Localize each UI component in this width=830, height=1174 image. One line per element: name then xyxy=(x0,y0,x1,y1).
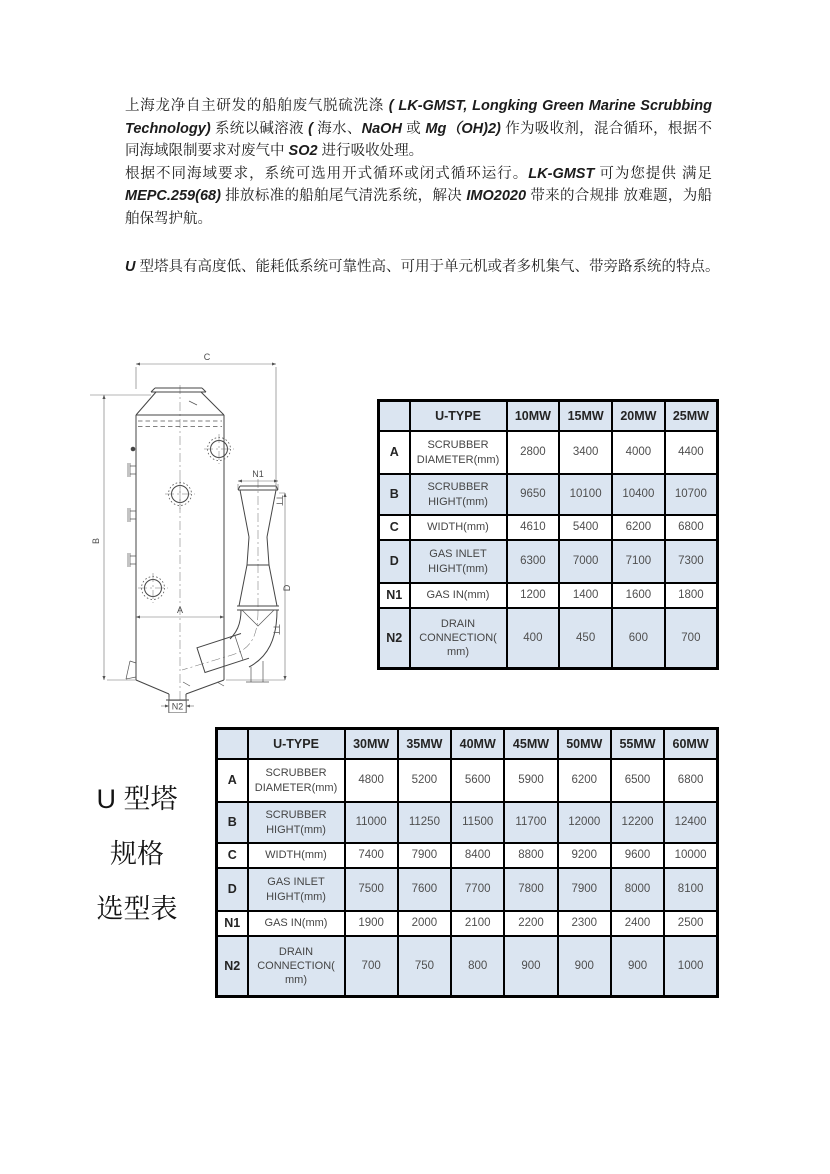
row-label-cell: WIDTH(mm) xyxy=(248,843,345,868)
row-label-cell: DRAIN CONNECTION( mm) xyxy=(248,936,345,997)
row-label-cell: GAS IN(mm) xyxy=(410,583,507,608)
spec-value-cell: 5200 xyxy=(398,759,451,802)
spec-value-cell: 4400 xyxy=(665,431,718,474)
dimension-label-B: B xyxy=(91,537,101,545)
spec-value-cell: 12000 xyxy=(558,802,611,843)
spec-value-cell: 4000 xyxy=(612,431,665,474)
intro-text-block xyxy=(125,95,712,230)
row-key-cell: D xyxy=(379,540,410,583)
spec-value-cell: 1600 xyxy=(612,583,665,608)
power-column-header: 10MW xyxy=(507,401,560,432)
spec-value-cell: 750 xyxy=(398,936,451,997)
spec-value-cell: 7600 xyxy=(398,868,451,911)
spec-value-cell: 2200 xyxy=(504,911,557,936)
spec-value-cell: 1900 xyxy=(345,911,398,936)
spec-table-row xyxy=(379,608,718,669)
row-key-cell: D xyxy=(217,868,248,911)
dimension-A xyxy=(136,605,224,617)
power-column-header: 20MW xyxy=(612,401,665,432)
spec-value-cell: 7700 xyxy=(451,868,504,911)
spec-value-cell: 900 xyxy=(504,936,557,997)
spec-value-cell: 5600 xyxy=(451,759,504,802)
power-column-header: 15MW xyxy=(559,401,612,432)
spec-value-cell: 6200 xyxy=(558,759,611,802)
corner-header-cell xyxy=(379,401,410,432)
row-label-cell: WIDTH(mm) xyxy=(410,515,507,540)
spec-value-cell: 1400 xyxy=(559,583,612,608)
spec-value-cell: 11000 xyxy=(345,802,398,843)
spec-table-row xyxy=(217,802,718,843)
row-key-cell: N2 xyxy=(379,608,410,669)
row-label-cell: SCRUBBER DIAMETER(mm) xyxy=(410,431,507,474)
spec-table-row xyxy=(379,515,718,540)
row-label-cell: GAS INLET HIGHT(mm) xyxy=(410,540,507,583)
side-caption-line: U 型塔 xyxy=(96,784,178,814)
spec-value-cell: 700 xyxy=(345,936,398,997)
spec-table-row xyxy=(217,936,718,997)
spec-table-row xyxy=(379,583,718,608)
latin-text-segment: IMO2020 xyxy=(466,188,531,204)
chinese-text-segment: 型塔具有高度低、能耗低系统可靠性高、可用于单元机或者多机集气、带旁路系统的特点。 xyxy=(139,259,720,275)
u-type-header-cell: U-TYPE xyxy=(248,729,345,760)
spec-value-cell: 400 xyxy=(507,608,560,669)
side-caption-line: 选型表 xyxy=(96,894,178,924)
scrubber-technical-drawing xyxy=(85,345,380,717)
spec-value-cell: 4800 xyxy=(345,759,398,802)
spec-value-cell: 5900 xyxy=(504,759,557,802)
chinese-text-segment: 可为您提供 满足 xyxy=(599,165,712,182)
intro-paragraph-1 xyxy=(125,95,712,163)
dimension-D xyxy=(226,493,292,680)
row-key-cell: N2 xyxy=(217,936,248,997)
spec-value-cell: 9600 xyxy=(611,843,664,868)
row-label-cell: SCRUBBER DIAMETER(mm) xyxy=(248,759,345,802)
power-column-header: 25MW xyxy=(665,401,718,432)
spec-table-row xyxy=(379,431,718,474)
spec-value-cell: 1200 xyxy=(507,583,560,608)
spec-value-cell: 7900 xyxy=(398,843,451,868)
spec-value-cell: 6800 xyxy=(664,759,717,802)
chinese-text-segment: 或 xyxy=(406,120,426,137)
spec-value-cell: 7500 xyxy=(345,868,398,911)
spec-value-cell: 10400 xyxy=(612,474,665,515)
spec-value-cell: 800 xyxy=(451,936,504,997)
spec-value-cell: 2100 xyxy=(451,911,504,936)
latin-text-segment: ( xyxy=(308,120,318,137)
dimension-label-N2: N2 xyxy=(171,701,184,712)
power-column-header: 60MW xyxy=(664,729,717,760)
spec-value-cell: 6500 xyxy=(611,759,664,802)
dimension-B xyxy=(90,395,151,680)
spec-value-cell: 7100 xyxy=(612,540,665,583)
latin-text-segment: MEPC.259(68) xyxy=(125,188,226,204)
u-type-spec-table-10-25mw xyxy=(377,399,719,670)
row-key-cell: C xyxy=(217,843,248,868)
dimension-label-N1: N1 xyxy=(252,469,264,479)
scrubber-drawing-svg xyxy=(85,345,380,717)
spec-value-cell: 10000 xyxy=(664,843,717,868)
spec-table-row xyxy=(217,759,718,802)
u-type-spec-table-30-60mw xyxy=(215,727,719,998)
spec-value-cell: 7300 xyxy=(665,540,718,583)
spec-table-row xyxy=(379,540,718,583)
spec-value-cell: 12400 xyxy=(664,802,717,843)
row-label-cell: SCRUBBER HIGHT(mm) xyxy=(410,474,507,515)
chinese-text-segment: 系统以碱溶液 xyxy=(214,120,309,137)
spec-table-row xyxy=(217,843,718,868)
spec-value-cell: 8100 xyxy=(664,868,717,911)
latin-text-segment: U xyxy=(125,259,140,275)
spec-value-cell: 900 xyxy=(558,936,611,997)
row-label-cell: SCRUBBER HIGHT(mm) xyxy=(248,802,345,843)
row-key-cell: C xyxy=(379,515,410,540)
chinese-text-segment: 带来的合规排 放难题，为船舶保驾护航。 xyxy=(125,188,713,227)
spec-value-cell: 6300 xyxy=(507,540,560,583)
spec-value-cell: 2000 xyxy=(398,911,451,936)
latin-text-segment: Mg（OH)2) xyxy=(425,120,506,137)
spec-value-cell: 6200 xyxy=(612,515,665,540)
power-column-header: 40MW xyxy=(451,729,504,760)
spec-value-cell: 2400 xyxy=(611,911,664,936)
spec-value-cell: 450 xyxy=(559,608,612,669)
latin-text-segment: LK-GMST xyxy=(528,165,600,182)
row-label-cell: GAS IN(mm) xyxy=(248,911,345,936)
spec-table-row xyxy=(379,474,718,515)
spec-value-cell: 6800 xyxy=(665,515,718,540)
table-side-caption xyxy=(74,772,200,937)
power-column-header: 45MW xyxy=(504,729,557,760)
chinese-text-segment: 进行吸收处理。 xyxy=(321,143,424,159)
spec-value-cell: 7800 xyxy=(504,868,557,911)
spec-value-cell: 2800 xyxy=(507,431,560,474)
gas-inlet-venturi xyxy=(197,486,283,682)
spec-value-cell: 11250 xyxy=(398,802,451,843)
spec-value-cell: 11700 xyxy=(504,802,557,843)
chinese-text-segment: 海水、 xyxy=(317,120,362,137)
spec-value-cell: 3400 xyxy=(559,431,612,474)
spec-value-cell: 7900 xyxy=(558,868,611,911)
spec-value-cell: 8000 xyxy=(611,868,664,911)
power-column-header: 30MW xyxy=(345,729,398,760)
chinese-text-segment: 排放标准的船舶尾气清洗系统，解决 xyxy=(225,188,467,204)
dimension-label-D: D xyxy=(282,584,292,592)
chinese-text-segment: 上海龙净自主研发的船舶废气脱硫洗涤 xyxy=(125,98,389,114)
spec-value-cell: 9650 xyxy=(507,474,560,515)
spec-value-cell: 2300 xyxy=(558,911,611,936)
spec-value-cell: 5400 xyxy=(559,515,612,540)
latin-text-segment: ( LK-GMST, Longking Green Marine Scrubbing Technology) xyxy=(125,98,712,137)
spec-value-cell: 8400 xyxy=(451,843,504,868)
spec-value-cell: 2500 xyxy=(664,911,717,936)
spec-table-row xyxy=(217,911,718,936)
spec-value-cell: 900 xyxy=(611,936,664,997)
intro-paragraph-2 xyxy=(125,163,712,231)
chinese-text-segment: 作为吸收剂，混合循环，根据不同海域限制要求对废气中 xyxy=(125,120,713,159)
latin-text-segment: SO2 xyxy=(288,143,322,159)
row-label-cell: GAS INLET HIGHT(mm) xyxy=(248,868,345,911)
u-tower-feature-paragraph xyxy=(125,256,725,279)
side-caption-line: 规格 xyxy=(110,839,164,869)
manhole-ports xyxy=(138,434,234,603)
row-key-cell: A xyxy=(217,759,248,802)
spec-value-cell: 4610 xyxy=(507,515,560,540)
side-nozzles xyxy=(128,447,136,567)
latin-text-segment: NaOH xyxy=(361,120,407,137)
spec-table-row xyxy=(217,868,718,911)
row-key-cell: N1 xyxy=(217,911,248,936)
corner-header-cell xyxy=(217,729,248,760)
dimension-label-C: C xyxy=(203,352,211,362)
spec-value-cell: 11500 xyxy=(451,802,504,843)
spec-value-cell: 1000 xyxy=(664,936,717,997)
row-key-cell: B xyxy=(217,802,248,843)
row-key-cell: B xyxy=(379,474,410,515)
spec-value-cell: 12200 xyxy=(611,802,664,843)
spec-value-cell: 7400 xyxy=(345,843,398,868)
power-column-header: 50MW xyxy=(558,729,611,760)
row-key-cell: N1 xyxy=(379,583,410,608)
spec-value-cell: 10100 xyxy=(559,474,612,515)
u-type-header-cell: U-TYPE xyxy=(410,401,507,432)
spec-value-cell: 10700 xyxy=(665,474,718,515)
spec-value-cell: 1800 xyxy=(665,583,718,608)
spec-value-cell: 8800 xyxy=(504,843,557,868)
spec-value-cell: 600 xyxy=(612,608,665,669)
row-label-cell: DRAIN CONNECTION( mm) xyxy=(410,608,507,669)
spec-value-cell: 700 xyxy=(665,608,718,669)
power-column-header: 35MW xyxy=(398,729,451,760)
chinese-text-segment: 根据不同海域要求，系统可选用开式循环或闭式循环运行。 xyxy=(125,165,529,182)
tower-body xyxy=(126,388,224,700)
dimension-N2 xyxy=(161,697,194,713)
dimension-label-A: A xyxy=(176,605,184,615)
power-column-header: 55MW xyxy=(611,729,664,760)
row-key-cell: A xyxy=(379,431,410,474)
spec-value-cell: 9200 xyxy=(558,843,611,868)
spec-value-cell: 7000 xyxy=(559,540,612,583)
